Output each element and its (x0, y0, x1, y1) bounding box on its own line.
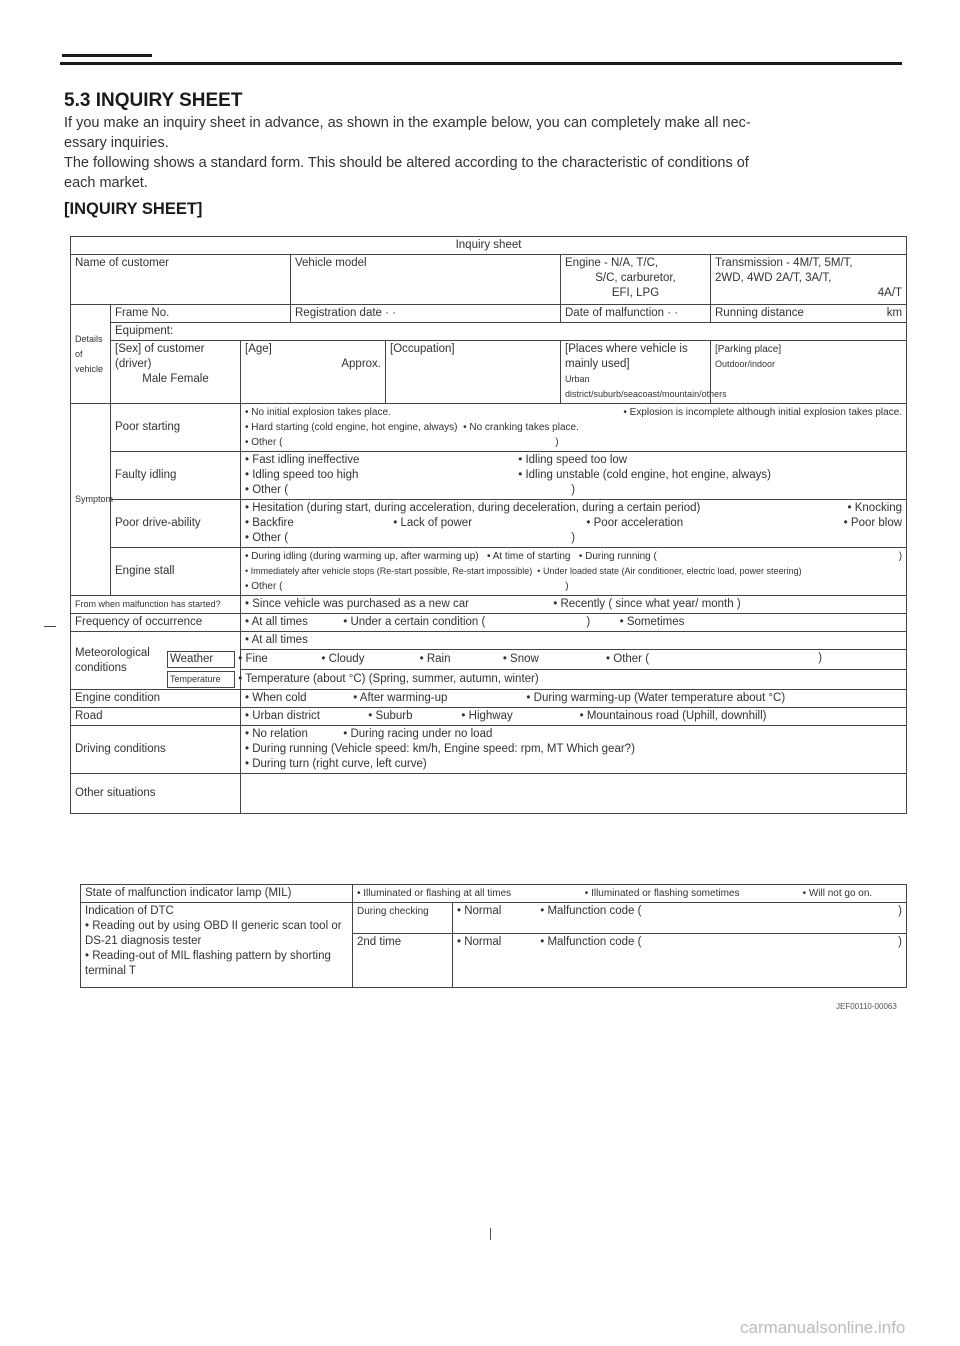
road-label: Road (71, 708, 241, 726)
places-options: Urban district/suburb/seacoast/mountain/others (565, 374, 727, 399)
dtc-checking-row (81, 903, 907, 934)
option-line (245, 742, 902, 757)
symptom-engine-stall-row (71, 548, 907, 596)
option-during-idling[interactable]: • During idling (during warming up, after warming up) (245, 551, 479, 562)
close-paren: ) (898, 551, 903, 562)
intro-line: essary inquiries. (64, 135, 169, 151)
option-highway[interactable]: • Highway (461, 709, 576, 724)
engine-condition-row (71, 690, 907, 708)
parking-field[interactable] (711, 341, 907, 404)
option-line (245, 420, 902, 435)
option-incomplete-explosion[interactable]: • Explosion is incomplete although initial explosion takes place. (623, 405, 902, 420)
option-under-loaded-state[interactable]: • Under loaded state (Air conditioner, electric load, power steering) (537, 566, 801, 576)
age-field[interactable] (241, 341, 386, 404)
indication-cell (81, 903, 353, 988)
frequency-options (241, 614, 907, 632)
header-rule (60, 62, 902, 65)
indication-label: Indication of DTC (85, 905, 174, 917)
option-line (245, 405, 902, 420)
intro-text (64, 113, 912, 193)
option-no-initial-explosion[interactable]: • No initial explosion takes place. (245, 407, 391, 418)
option-line (245, 453, 902, 468)
customer-profile-row (71, 341, 907, 404)
customer-row (71, 255, 907, 305)
transmission-line: Transmission - 4M/T, 5M/T, (715, 257, 853, 269)
frame-row (71, 305, 907, 323)
weather-options (170, 650, 907, 670)
date-of-malfunction-field[interactable]: Date of malfunction · · (561, 305, 711, 323)
places-field[interactable] (561, 341, 727, 404)
option-other[interactable]: • Other ( (245, 581, 282, 592)
registration-date-field[interactable]: Registration date · · (291, 305, 561, 323)
close-paren: ) (555, 437, 559, 448)
option-snow[interactable]: • Snow (503, 652, 603, 667)
option-lack-of-power[interactable]: • Lack of power (393, 516, 583, 531)
close-paren: ) (898, 905, 902, 917)
engine-line: Engine - N/A, T/C, (565, 257, 659, 269)
option-racing-no-load[interactable]: • During racing under no load (343, 728, 492, 740)
intro-line: each market. (64, 175, 148, 191)
section-heading: 5.3 INQUIRY SHEET (64, 90, 243, 111)
other-situations-label: Other situations (71, 774, 241, 814)
weather-row (71, 650, 907, 670)
option-idling-speed-low[interactable]: • Idling speed too low (518, 454, 627, 466)
option-weather-other[interactable]: • Other ( (606, 653, 649, 665)
from-when-row (71, 596, 907, 614)
road-options (241, 708, 907, 726)
option-other[interactable]: • Other ( (245, 437, 282, 448)
mil-state-label: State of malfunction indicator lamp (MIL) (81, 885, 353, 903)
figure-code: JEF00110-00063 (836, 1002, 897, 1011)
driving-conditions-options (241, 726, 907, 774)
equipment-row (71, 323, 907, 341)
option-poor-acceleration[interactable]: • Poor acceleration (586, 517, 683, 529)
option-met-at-all-times[interactable]: • At all times (245, 634, 308, 646)
option-malfunction-code[interactable]: • Malfunction code ( (540, 905, 641, 917)
option-line (245, 531, 902, 546)
occupation-field[interactable]: [Occupation] (386, 341, 561, 404)
option-met-all-times-cell (241, 632, 907, 650)
option-fine[interactable]: • Fine (238, 652, 318, 667)
option-line (245, 468, 902, 483)
mil-options (353, 885, 907, 903)
option-temperature[interactable]: • Temperature (about °C) (Spring, summer, autumn, winter) (238, 673, 539, 685)
option-after-vehicle-stops[interactable]: • Immediately after vehicle stops (Re-start possible, Re-start impossible) (245, 566, 532, 576)
temperature-label: Temperature (167, 671, 235, 688)
transmission-field[interactable] (711, 255, 907, 305)
from-when-options (241, 596, 907, 614)
option-mil-sometimes[interactable]: • Illuminated or flashing sometimes (585, 886, 800, 901)
meteorological-row-1 (71, 632, 907, 650)
frequency-label: Frequency of occurrence (71, 614, 241, 632)
vehicle-model-field[interactable]: Vehicle model (291, 255, 561, 305)
equipment-field[interactable]: Equipment: (111, 323, 907, 341)
close-paren: ) (898, 936, 902, 948)
poor-driveability-label: Poor drive-ability (111, 500, 241, 548)
engine-stall-label: Engine stall (111, 548, 241, 596)
option-line (245, 501, 902, 516)
option-normal[interactable]: • Normal (457, 935, 537, 950)
reading-mil: • Reading-out of MIL flashing pattern by shorting terminal T (85, 949, 348, 979)
option-line (245, 549, 902, 564)
header-rule-stub (62, 54, 152, 57)
close-paren: ) (571, 484, 576, 496)
other-situations-row (71, 774, 907, 814)
option-fast-idling-ineffective[interactable]: • Fast idling ineffective (245, 453, 515, 468)
option-under-certain-condition[interactable]: • Under a certain condition ( (343, 615, 583, 630)
option-no-cranking[interactable]: • No cranking takes place. (463, 422, 579, 433)
symptom-faulty-idling-row (71, 452, 907, 500)
transmission-line: 2WD, 4WD 2A/T, 3A/T, (715, 272, 832, 284)
temperature-row (71, 670, 907, 690)
title-row (71, 237, 907, 255)
meteorological-label: Meteorological conditions (71, 632, 241, 690)
intro-line: If you make an inquiry sheet in advance, as shown in the example below, you can completely make all nec- (64, 115, 751, 131)
weather-label: Weather (167, 651, 235, 668)
intro-line: The following shows a standard form. This should be altered according to the characteristic of conditions of (64, 155, 749, 171)
option-knocking[interactable]: • Knocking (848, 501, 903, 516)
age-label: [Age] (245, 343, 272, 355)
option-normal[interactable]: • Normal (457, 904, 537, 919)
option-line (245, 435, 902, 450)
male-female-options: Male Female (142, 373, 209, 385)
option-idling-speed-high[interactable]: • Idling speed too high (245, 468, 515, 483)
option-urban-district[interactable]: • Urban district (245, 709, 365, 724)
symptom-label: Symptom (71, 404, 111, 596)
reading-obd: • Reading out by using OBD II generic scan tool or DS-21 diagnosis tester (85, 919, 348, 949)
option-cloudy[interactable]: • Cloudy (321, 652, 416, 667)
option-during-turn[interactable]: • During turn (right curve, left curve) (245, 758, 427, 770)
close-paren: ) (565, 581, 569, 592)
frame-no-field[interactable]: Frame No. (111, 305, 291, 323)
driving-conditions-label: Driving conditions (71, 726, 241, 774)
places-label: [Places where vehicle is mainly used] (565, 343, 688, 370)
option-hard-starting[interactable]: • Hard starting (cold engine, hot engine, always) (245, 422, 458, 433)
parking-label: [Parking place] (715, 344, 782, 355)
option-poor-blow[interactable]: • Poor blow (844, 516, 902, 531)
sex-label: [Sex] of customer (driver) (115, 343, 205, 370)
close-paren: ) (586, 616, 591, 628)
engine-stall-options (241, 548, 907, 596)
engine-line: S/C, carburetor, (595, 272, 676, 284)
details-of-vehicle-label: Details of vehicle (71, 305, 111, 404)
during-checking-label: During checking (353, 903, 453, 934)
km-unit: km (886, 307, 903, 319)
option-other[interactable]: • Other ( (245, 532, 288, 544)
from-when-label: From when malfunction has started? (71, 596, 241, 614)
poor-starting-options (241, 404, 907, 452)
option-recently[interactable]: • Recently ( since what year/ month ) (553, 598, 740, 610)
close-paren: ) (571, 532, 576, 544)
faulty-idling-options (241, 452, 907, 500)
option-malfunction-code[interactable]: • Malfunction code ( (540, 936, 641, 948)
option-during-running[interactable]: • During running ( (579, 551, 657, 562)
margin-mark (44, 626, 56, 627)
engine-condition-options (241, 690, 907, 708)
symptom-poor-starting-row (71, 404, 907, 452)
engine-field[interactable] (561, 255, 711, 305)
page-mark (490, 1228, 491, 1240)
other-situations-field[interactable] (241, 774, 907, 814)
parking-options: Outdoor/indoor (715, 359, 776, 369)
road-row (71, 708, 907, 726)
option-line (245, 757, 902, 772)
name-of-customer-field[interactable]: Name of customer (71, 255, 291, 305)
option-at-all-times[interactable]: • At all times (245, 615, 340, 630)
option-during-running[interactable]: • During running (Vehicle speed: km/h, Engine speed: rpm, MT Which gear?) (245, 743, 635, 755)
driving-conditions-row (71, 726, 907, 774)
engine-line: EFI, LPG (611, 287, 660, 299)
faulty-idling-label: Faulty idling (111, 452, 241, 500)
option-no-relation[interactable]: • No relation (245, 727, 340, 742)
option-since-new-car[interactable]: • Since vehicle was purchased as a new car (245, 597, 550, 612)
checking-options (453, 903, 907, 934)
option-line (245, 564, 902, 579)
poor-starting-label: Poor starting (111, 404, 241, 452)
engine-condition-label: Engine condition (71, 690, 241, 708)
sex-field[interactable] (111, 341, 241, 404)
option-sometimes[interactable]: • Sometimes (620, 616, 685, 628)
approx-label: Approx. (341, 358, 381, 370)
option-line (245, 727, 902, 742)
dtc-table (80, 884, 907, 988)
option-when-cold[interactable]: • When cold (245, 691, 350, 706)
sheet-label: [INQUIRY SHEET] (64, 200, 203, 218)
option-rain[interactable]: • Rain (420, 652, 500, 667)
close-paren: ) (818, 652, 823, 664)
temperature-options (170, 670, 907, 690)
option-time-of-starting[interactable]: • At time of starting (487, 551, 571, 562)
option-line (245, 483, 902, 498)
watermark: carmanualsonline.info (740, 1318, 906, 1337)
option-other[interactable]: • Other ( (245, 484, 288, 496)
option-mountainous-road[interactable]: • Mountainous road (Uphill, downhill) (580, 710, 767, 722)
option-line (245, 516, 902, 531)
mil-row (81, 885, 907, 903)
option-backfire[interactable]: • Backfire (245, 516, 390, 531)
sheet-title: Inquiry sheet (71, 237, 907, 255)
running-distance-label: Running distance (715, 307, 804, 319)
running-distance-field[interactable] (711, 305, 907, 323)
transmission-line: 4A/T (877, 287, 903, 299)
second-options (453, 934, 907, 988)
option-during-warming-up[interactable]: • During warming-up (Water temperature about °C) (526, 692, 785, 704)
second-time-label: 2nd time (353, 934, 453, 988)
option-line (245, 579, 902, 594)
option-suburb[interactable]: • Suburb (368, 709, 458, 724)
option-hesitation[interactable]: • Hesitation (during start, during acceleration, during deceleration, during a certain period) (245, 502, 700, 514)
option-idling-unstable[interactable]: • Idling unstable (cold engine, hot engine, always) (518, 469, 771, 481)
option-after-warming-up[interactable]: • After warming-up (353, 691, 523, 706)
frequency-row (71, 614, 907, 632)
option-mil-always[interactable]: • Illuminated or flashing at all times (357, 886, 582, 901)
symptom-poor-driveability-row (71, 500, 907, 548)
inquiry-sheet-table (70, 236, 907, 814)
poor-driveability-options (241, 500, 907, 548)
option-mil-will-not-go-on[interactable]: • Will not go on. (803, 888, 873, 899)
